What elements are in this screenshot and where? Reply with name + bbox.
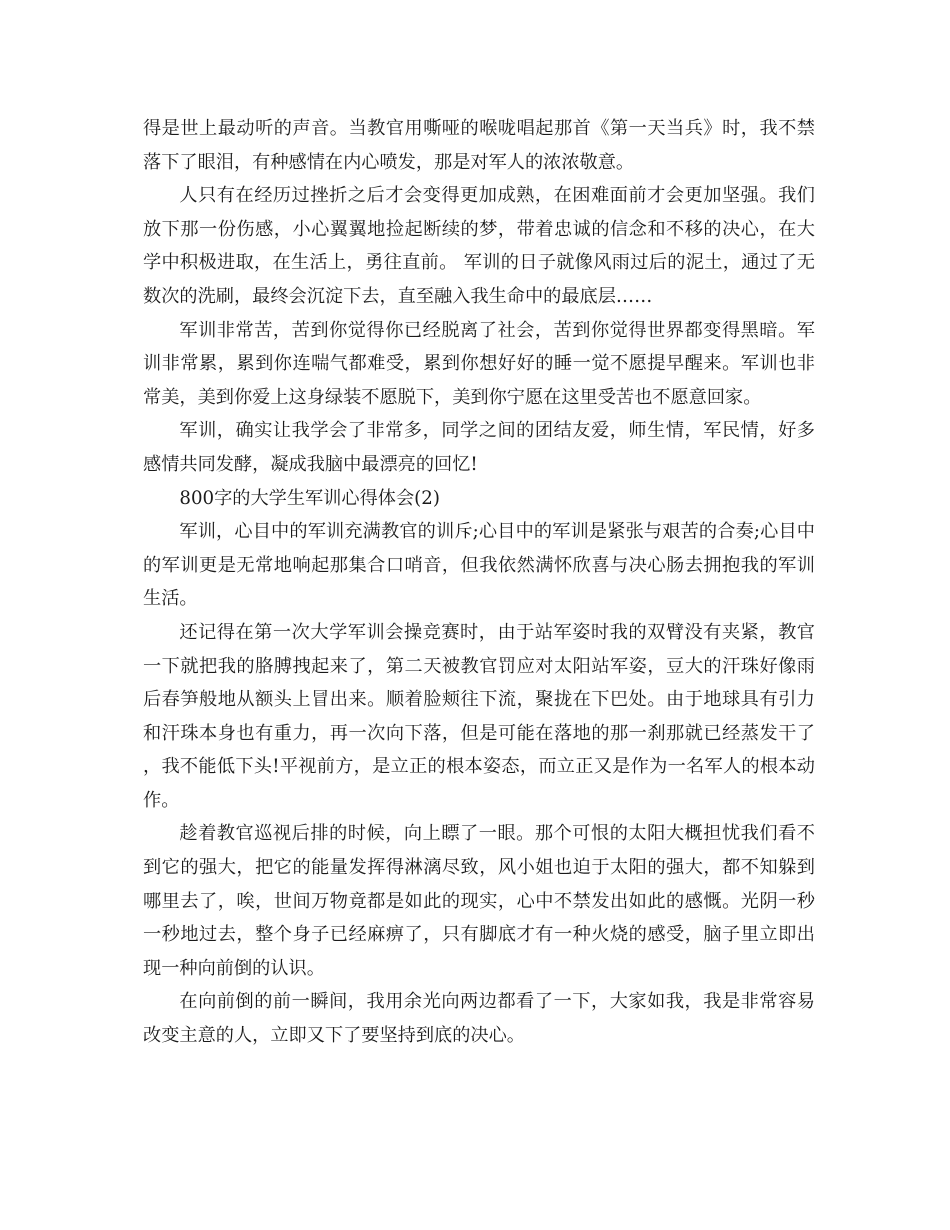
section-heading: 800字的大学生军训心得体会(2) [179, 487, 440, 509]
paragraph-7: 趁着教官巡视后排的时候，向上瞟了一眼。那个可恨的太阳大概担忧我们看不到它的强大，把它的能量发挥得淋漓尽致，风小姐也迫于太阳的强大，都不知躲到哪里去了，唉，世间万物竟都是如此的现实，心中不禁发出如此的感慨。光阴一秒一秒地过去，整个身子已经麻痹了，只有脚底才有一种火烧的感受，脑子里立即出现一种向前倒的认识。 [143, 823, 815, 979]
paragraph-3: 军训非常苦，苦到你觉得你已经脱离了社会，苦到你觉得世界都变得黑暗。军训非常累，累到你连喘气都难受，累到你想好好的睡一觉不愿提早醒来。军训也非常美，美到你爱上这身绿装不愿脱下，美到你宁愿在这里受苦也不愿意回家。 [143, 319, 815, 408]
paragraph-6: 还记得在第一次大学军训会操竞赛时，由于站军姿时我的双臂没有夹紧，教官一下就把我的胳膊拽起来了，第二天被教官罚应对太阳站军姿，豆大的汗珠好像雨后春笋般地从额头上冒出来。顺着脸颊往下流，聚拢在下巴处。由于地球具有引力和汗珠本身也有重力，再一次向下落，但是可能在落地的那一刹那就已经蒸发干了，我不能低下头!平视前方，是立正的根本姿态，而立正又是作为一名军人的根本动作。 [143, 621, 815, 811]
document-page [143, 112, 815, 1053]
paragraph-8: 在向前倒的前一瞬间，我用余光向两边都看了一下，大家如我，我是非常容易改变主意的人，立即又下了要坚持到底的决心。 [143, 991, 815, 1047]
paragraph-1: 得是世上最动听的声音。当教官用嘶哑的喉咙唱起那首《第一天当兵》时，我不禁落下了眼泪，有种感情在内心喷发，那是对军人的浓浓敬意。 [143, 118, 815, 173]
paragraph-4: 军训，确实让我学会了非常多，同学之间的团结友爱，师生情，军民情，好多感情共同发酵，凝成我脑中最漂亮的回忆! [143, 420, 815, 475]
paragraph-5: 军训，心目中的军训充满教官的训斥;心目中的军训是紧张与艰苦的合奏;心目中的军训更是无常地响起那集合口哨音，但我依然满怀欣喜与决心肠去拥抱我的军训生活。 [143, 521, 815, 610]
paragraph-2: 人只有在经历过挫折之后才会变得更加成熟，在困难面前才会更加坚强。我们放下那一份伤感，小心翼翼地捡起断续的梦，带着忠诚的信念和不移的决心，在大学中积极进取，在生活上，勇往直前。 军训的日子就像风雨过后的泥土，通过了无数次的洗刷，最终会沉淀下去，直至融入我生命中的最底层…… [143, 185, 815, 307]
